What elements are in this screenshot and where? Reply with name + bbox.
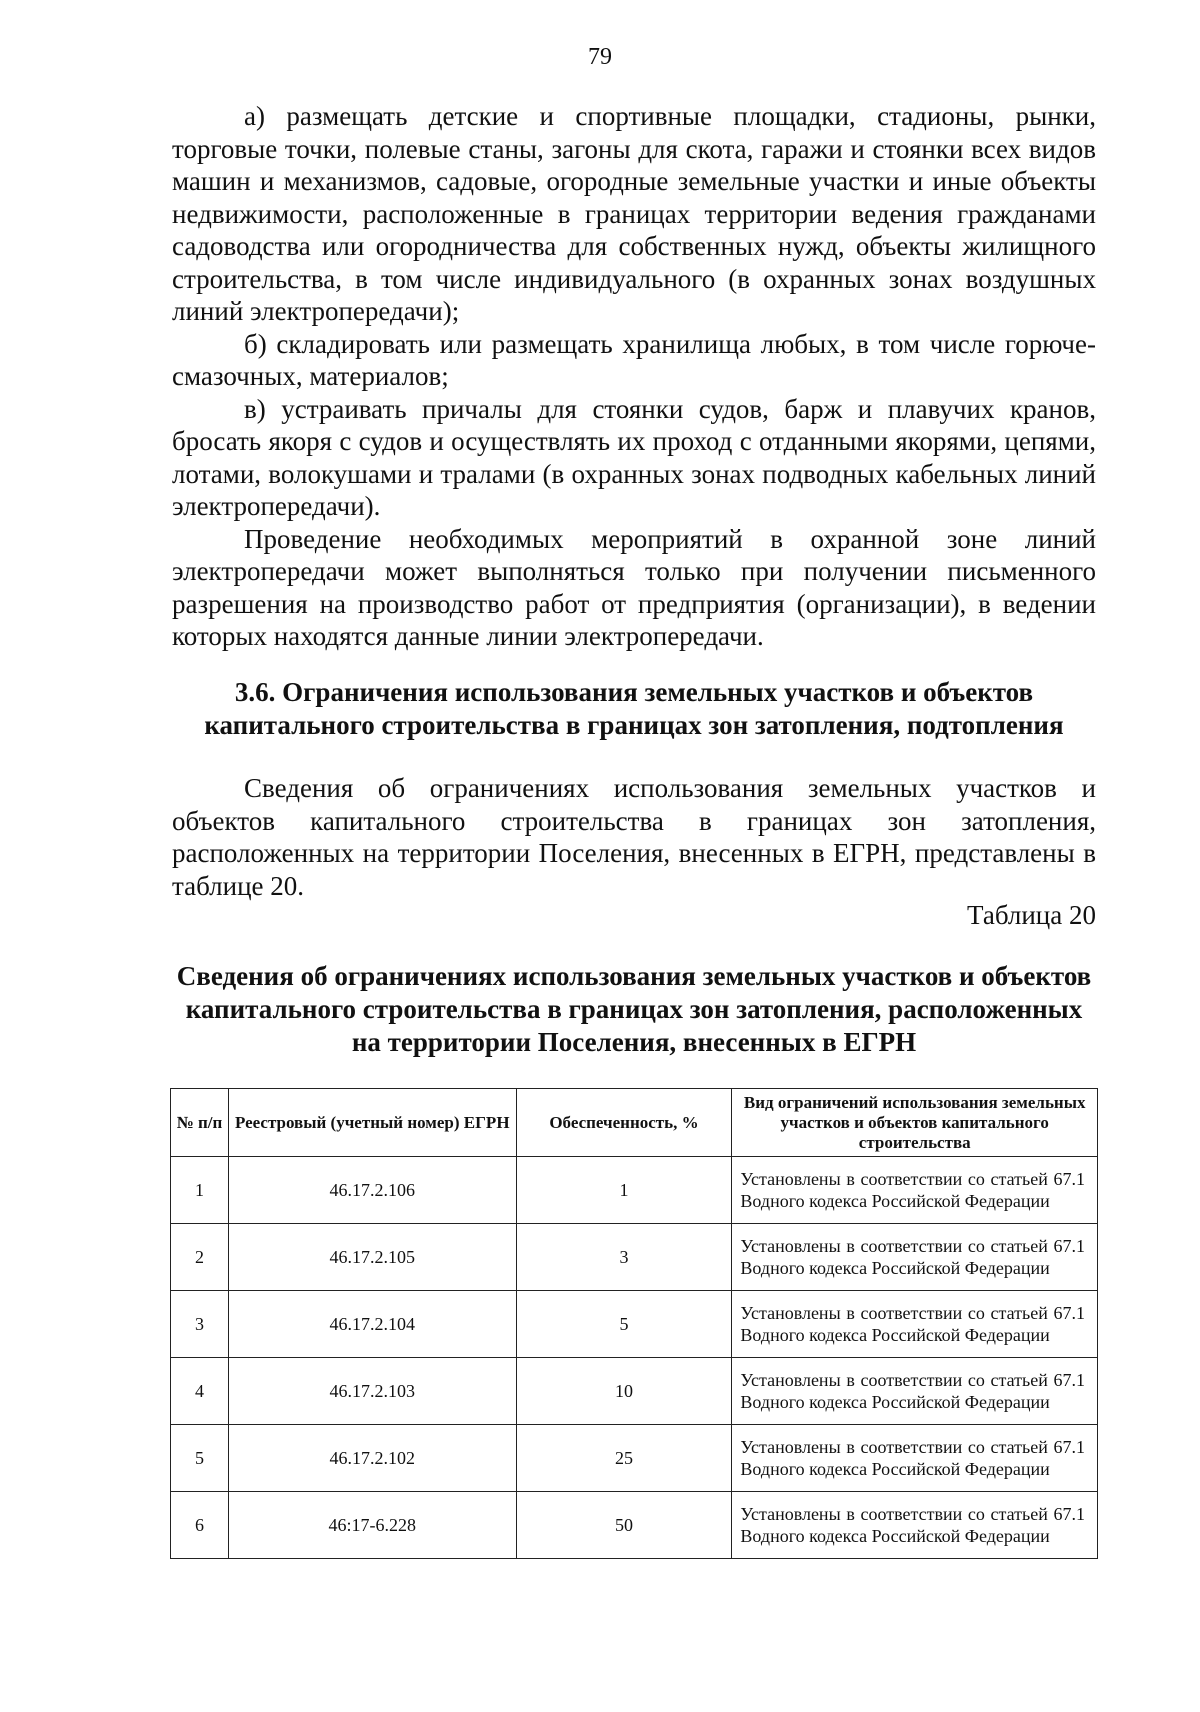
cell-num: 2: [171, 1224, 229, 1291]
cell-num: 6: [171, 1492, 229, 1559]
page-number: 79: [588, 44, 612, 70]
table-title: Сведения об ограничениях использования земельных участков и объектов капитального строительства в границах зон затопления, расположенных на территории Поселения, внесенных в ЕГРН: [176, 961, 1092, 1057]
header-registry: Реестровый (учетный номер) ЕГРН: [228, 1089, 516, 1157]
cell-registry: 46.17.2.106: [228, 1157, 516, 1224]
header-restriction: Вид ограничений использования земельных участков и объектов капитального строительства: [732, 1089, 1098, 1157]
table-header-row: [171, 1089, 1098, 1157]
paragraph-b: б) складировать или размещать хранилища любых, в том числе горюче-смазочных, материалов;: [172, 328, 1096, 391]
table-row: [171, 1425, 1098, 1492]
cell-restriction: Установлены в соответствии со статьей 67.1 Водного кодекса Российской Федерации: [732, 1224, 1098, 1291]
cell-num: 1: [171, 1157, 229, 1224]
table-row: [171, 1157, 1098, 1224]
intro-text: [172, 100, 1096, 653]
section-heading: 3.6. Ограничения использования земельных участков и объектов капитального строительства в границах зон затопления, подтопления: [204, 677, 1064, 740]
restrictions-table: [170, 1088, 1098, 1559]
paragraph-a: а) размещать детские и спортивные площадки, стадионы, рынки, торговые точки, полевые станы, загоны для скота, гаражи и стоянки всех видов машин и механизмов, садовые, огородные земельные участки и иные объекты недвижимости, расположенные в границах территории ведения гражданами садоводства или огородничества для собственных нужд, объекты жилищного строительства, в том числе индивидуального (в охранных зонах воздушных линий электропередачи);: [172, 101, 1096, 326]
cell-num: 4: [171, 1358, 229, 1425]
cell-registry: 46:17-6.228: [228, 1492, 516, 1559]
section-text: [172, 772, 1096, 902]
cell-provision: 10: [516, 1358, 732, 1425]
cell-provision: 5: [516, 1291, 732, 1358]
cell-registry: 46.17.2.103: [228, 1358, 516, 1425]
cell-registry: 46.17.2.105: [228, 1224, 516, 1291]
table-row: [171, 1291, 1098, 1358]
table-caption: Таблица 20: [967, 900, 1096, 930]
table-row: [171, 1492, 1098, 1559]
cell-restriction: Установлены в соответствии со статьей 67.1 Водного кодекса Российской Федерации: [732, 1291, 1098, 1358]
paragraph-permission: Проведение необходимых мероприятий в охранной зоне линий электропередачи может выполняться только при получении письменного разрешения на производство работ от предприятия (организации), в ведении которых находятся данные линии электропередачи.: [172, 523, 1096, 651]
cell-provision: 25: [516, 1425, 732, 1492]
section-paragraph: Сведения об ограничениях использования земельных участков и объектов капитального строительства в границах зон затопления, расположенных на территории Поселения, внесенных в ЕГРН, представлены в таблице 20.: [172, 773, 1096, 901]
cell-restriction: Установлены в соответствии со статьей 67.1 Водного кодекса Российской Федерации: [732, 1425, 1098, 1492]
cell-restriction: Установлены в соответствии со статьей 67.1 Водного кодекса Российской Федерации: [732, 1358, 1098, 1425]
paragraph-c: в) устраивать причалы для стоянки судов, барж и плавучих кранов, бросать якоря с судов и осуществлять их проход с отданными якорями, цепями, лотами, волокушами и тралами (в охранных зонах подводных кабельных линий электропередачи).: [172, 393, 1096, 521]
cell-registry: 46.17.2.102: [228, 1425, 516, 1492]
cell-num: 3: [171, 1291, 229, 1358]
cell-provision: 50: [516, 1492, 732, 1559]
header-num: № п/п: [171, 1089, 229, 1157]
cell-restriction: Установлены в соответствии со статьей 67.1 Водного кодекса Российской Федерации: [732, 1492, 1098, 1559]
table-row: [171, 1358, 1098, 1425]
cell-restriction: Установлены в соответствии со статьей 67.1 Водного кодекса Российской Федерации: [732, 1157, 1098, 1224]
cell-provision: 1: [516, 1157, 732, 1224]
header-provision: Обеспеченность, %: [516, 1089, 732, 1157]
cell-provision: 3: [516, 1224, 732, 1291]
cell-num: 5: [171, 1425, 229, 1492]
table-row: [171, 1224, 1098, 1291]
cell-registry: 46.17.2.104: [228, 1291, 516, 1358]
